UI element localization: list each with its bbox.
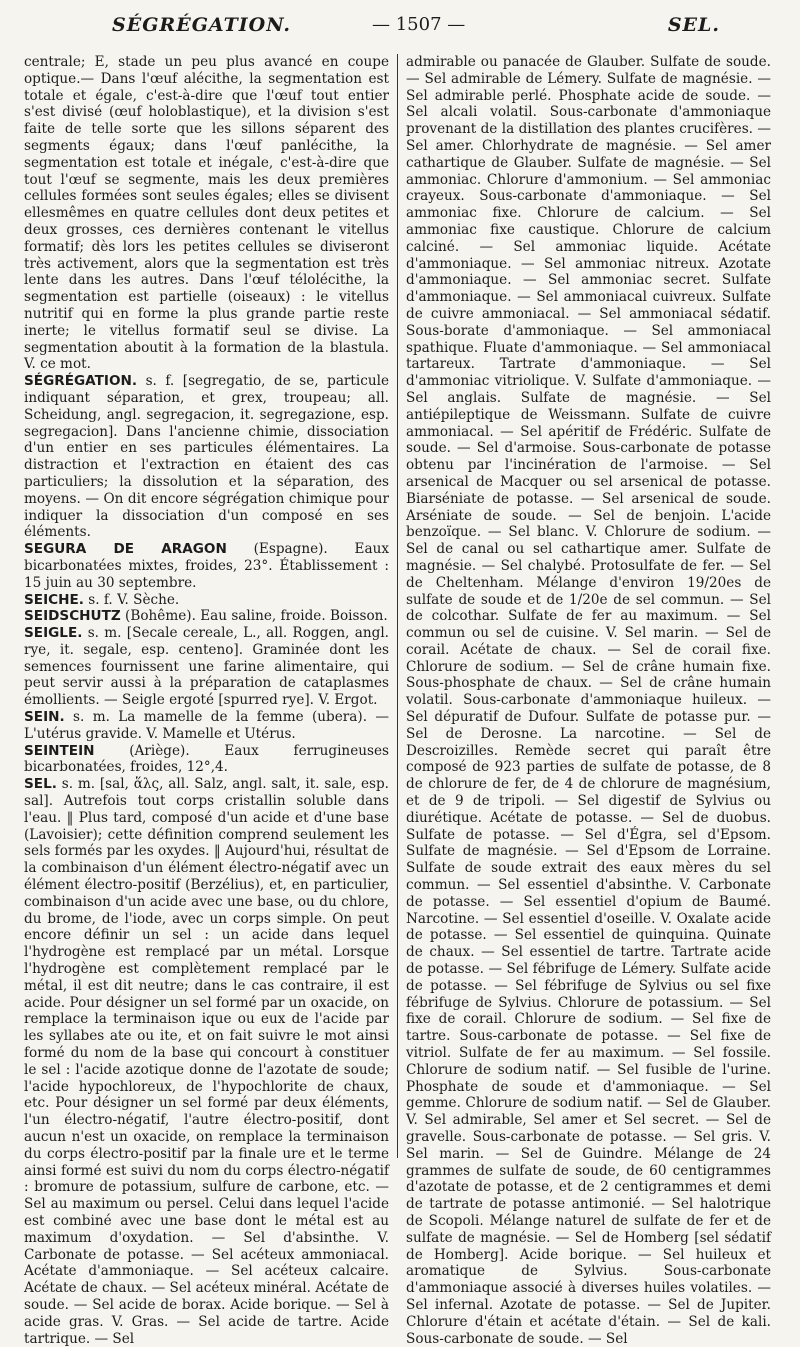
column-divider [397, 54, 398, 1158]
entry-text: (Espagne). Eaux bicarbonatées mixtes, froides, 23°. Établissement : 15 juin au 30 septembre. [24, 541, 389, 591]
entry-text: s. f. V. Sèche. [83, 591, 180, 608]
headword: SEICHE. [24, 591, 84, 608]
headword: SÉGRÉGATION. [24, 373, 138, 390]
left-column [24, 54, 389, 1347]
page-number: — 1507 — [372, 14, 466, 35]
headword: SEIDSCHUTZ [24, 608, 121, 625]
headword: SEIN. [24, 709, 65, 726]
continued-paragraph: centrale; E, stade un peu plus avancé en coupe optique.— Dans l'œuf alécithe, la segmentation est totale et égale, c'est-à-dire que l'œuf tout entier s'est divisé (œuf holoblastique), et la division s'est faite de telle sorte que les sillons séparent des segments égaux; dans l'œuf panlécithe, la segmentation est totale et inégale, c'est-à-dire que tout l'œuf se segmente, mais les deux premières cellules formées sont seules égales; elles se divisent ellesmêmes en quatre cellules dont deux petites et deux grosses, ces dernières contenant le vitellus formatif; dès lors les petites cellules se diviseront très activement, alors que la segmentation est très lente dans les autres. Dans l'œuf télolécithe, la segmentation est partielle (oiseaux) : le vitellus nutritif qui en forme la plus grande partie reste inerte; le vitellus formatif seul se divise. La segmentation aboutit à la formation de la blastula. V. ce mot. [24, 54, 389, 373]
entry-seidschutz [24, 608, 389, 625]
entry-text: s. m. [Secale cereale, L., all. Roggen, angl. rye, it. segale, esp. centeno]. Graminée dont les semences fournissent une farine alimentaire, qui peut servir aussi à la préparation de cataplasmes émollients. — Seigle ergoté [spurred rye]. V. Ergot. [24, 625, 389, 709]
continued-paragraph: admirable ou panacée de Glauber. Sulfate de soude. — Sel admirable de Lémery. Sulfate de magnésie. — Sel admirable perlé. Phosphate acide de soude. — Sel alcali volatil. Sous-carbonate d'ammoniaque provenant de la distillation des plantes crucifères. — Sel amer. Chlorhydrate de magnésie. — Sel amer cathartique de Glauber. Sulfate de magnésie. — Sel ammoniac. Chlorure d'ammonium. — Sel ammoniac crayeux. Sous-carbonate d'ammoniaque. — Sel ammoniac fixe. Chlorure de calcium. — Sel ammoniac fixe caustique. Chlorure de calcium calciné. — Sel ammoniac liquide. Acétate d'ammoniaque. — Sel ammoniac nitreux. Azotate d'ammoniaque. — Sel ammoniac secret. Sulfate d'ammoniaque. — Sel ammoniacal cuivreux. Sulfate de cuivre ammoniacal. — Sel ammoniacal sédatif. Sous-borate d'ammoniaque. — Sel ammoniacal spathique. Fluate d'ammoniaque. — Sel ammoniacal tartareux. Tartrate d'ammoniaque. — Sel d'ammoniac vitriolique. V. Sulfate d'ammoniaque. — Sel anglais. Sulfate de magnésie. — Sel antiépileptique de Weissmann. Sulfate de cuivre ammoniacal. — Sel apéritif de Frédéric. Sulfate de soude. — Sel d'armoise. Sous-carbonate de potasse obtenu par l'incinération de l'armoise. — Sel arsenical de Macquer ou sel arsenical de potasse. Biarséniate de potasse. — Sel arsenical de soude. Arséniate de soude. — Sel de benjoin. L'acide benzoïque. — Sel blanc. V. Chlorure de sodium. — Sel de canal ou sel cathartique amer. Sulfate de magnésie. — Sel chalybé. Protosulfate de fer. — Sel de Cheltenham. Mélange d'environ 19/20es de sulfate de soude et de 1/20e de sel commun. — Sel de colcothar. Sulfate de fer au maximum. — Sel commun ou sel de cuisine. V. Sel marin. — Sel de corail. Acétate de chaux. — Sel de corail fixe. Chlorure de sodium. — Sel de crâne humain fixe. Sous-phosphate de chaux. — Sel de crâne humain volatil. Sous-carbonate d'ammoniaque huileux. — Sel dépuratif de Dufour. Sulfate de potasse pur. — Sel de Derosne. La narcotine. — Sel de Descroizilles. Remède secret qui paraît être composé de 923 parties de sulfate de potasse, de 8 de chlorure de fer, de 4 de chlorure de magnésium, et de 9 de tripoli. — Sel digestif de Sylvius ou diurétique. Acétate de potasse. — Sel de duobus. Sulfate de potasse. — Sel d'Égra, sel d'Epsom. Sulfate de magnésie. — Sel d'Epsom de Lorraine. Sulfate de soude extrait des eaux mères du sel commun. — Sel essentiel d'absinthe. V. Carbonate de potasse. — Sel essentiel d'opium de Baumé. Narcotine. — Sel essentiel d'oseille. V. Oxalate acide de potasse. — Sel essentiel de quinquina. Quinate de chaux. — Sel essentiel de tartre. Tartrate acide de potasse. — Sel fébrifuge de Lémery. Sulfate acide de potasse. — Sel fébrifuge de Sylvius ou sel fixe fébrifuge de Sylvius. Chlorure de potassium. — Sel fixe de corail. Chlorure de sodium. — Sel fixe de tartre. Sous-carbonate de potasse. — Sel fixe de vitriol. Sulfate de fer au maximum. — Sel fossile. Chlorure de sodium natif. — Sel fusible de l'urine. Phosphate de soude et d'ammoniaque. — Sel gemme. Chlorure de sodium natif. — Sel de Glauber. V. Sel admirable, Sel amer et Sel secret. — Sel de gravelle. Sous-carbonate de potasse. — Sel gris. V. Sel marin. — Sel de Guindre. Mélange de 24 grammes de sulfate de soude, de 60 centigrammes d'azotate de potasse, et de 2 centigrammes et demi de tartrate de potasse antimonié. — Sel halotrique de Scopoli. Mélange naturel de sulfate de fer et de sulfate de magnésie. — Sel de Homberg [sel sédatif de Homberg]. Acide borique. — Sel huileux et aromatique de Sylvius. Sous-carbonate d'ammoniaque associé à diverses huiles volatiles. — Sel infernal. Azotate de potasse. — Sel de Jupiter. Chlorure d'étain et acétate d'étain. — Sel de kali. Sous-carbonate de soude. — Sel [406, 54, 771, 1347]
entry-seiche [24, 592, 389, 609]
header-right-word: SEL. [667, 14, 720, 36]
entry-sel [24, 776, 389, 1347]
entry-text: s. m. [sal, ἅλς, all. Salz, angl. salt, it. sale, esp. sal]. Autrefois tout corps cristallin soluble dans l'eau. ‖ Plus tard, composé d'un acide et d'une base (Lavoisier); cette définition comprend seulement les sels formés par les oxydes. ‖ Aujourd'hui, résultat de la combinaison d'un élément électro-négatif avec un élément électro-positif (Berzélius), et, en particulier, combinaison d'un acide avec une base, ou du chlore, du brome, de l'iode, avec un corps simple. On peut encore définir un sel : un acide dans lequel l'hydrogène est remplacé par un métal. Lorsque l'hydrogène est complètement remplacé par le métal, il est dit neutre; dans le cas contraire, il est acide. Pour désigner un sel formé par un oxacide, on remplace la terminaison ique ou eux de l'acide par les syllabes ate ou ite, et on fait suivre le mot ainsi formé du nom de la base qui concourt à constituer le sel : l'acide azotique donne de l'azotate de soude; l'acide hypochloreux, de l'hypochlorite de chaux, etc. Pour désigner un sel formé par deux éléments, l'un électro-négatif, l'autre électro-positif, dont aucun n'est un oxacide, on remplace la terminaison du corps électro-positif par la finale ure et le terme ainsi formé est suivi du nom du corps électro-négatif : bromure de potassium, sulfure de carbone, etc. — Sel au maximum ou persel. Celui dans lequel l'acide est combiné avec une base dont le métal est au maximum d'oxydation. — Sel d'absinthe. V. Carbonate de potasse. — Sel acéteux ammoniacal. Acétate d'ammoniaque. — Sel acéteux calcaire. Acétate de chaux. — Sel acéteux minéral. Acétate de soude. — Sel acide de borax. Acide borique. — Sel à acide gras. V. Gras. — Sel acide de tartre. Acide tartrique. — Sel [24, 776, 389, 1347]
running-header [24, 14, 776, 42]
right-column [406, 54, 771, 1347]
entry-sein [24, 709, 389, 743]
entry-text: (Bohême). Eau saline, froide. Boisson. [120, 608, 388, 625]
entry-text: s. m. La mamelle de la femme (ubera). — L'utérus gravide. V. Mamelle et Utérus. [24, 709, 389, 742]
entry-seigle [24, 625, 389, 709]
headword: SEIGLE. [24, 625, 83, 642]
headword: SEINTEIN [24, 742, 95, 759]
headword: SEGURA DE ARAGON [24, 541, 227, 558]
entry-segura-de-aragon [24, 541, 389, 591]
header-left-word: SÉGRÉGATION. [112, 14, 291, 36]
entry-segregation [24, 373, 389, 541]
entry-text: (Ariège). Eaux ferrugineuses bicarbonatées, froides, 12°,4. [24, 742, 389, 776]
entry-text: s. f. [segregatio, de se, particule indiquant séparation, et grex, troupeau; all. Scheidung, angl. segregacion, it. segregazione, esp. segregacion]. Dans l'ancienne chimie, dissociation d'un entier en ses particules élémentaires. La distraction et l'extraction en étaient des cas particuliers; la dissolution et la séparation, des moyens. — On dit encore ségrégation chimique pour indiquer la dissociation d'un composé en ses éléments. [24, 373, 389, 541]
entry-seintein [24, 743, 389, 777]
headword: SEL. [24, 776, 57, 793]
